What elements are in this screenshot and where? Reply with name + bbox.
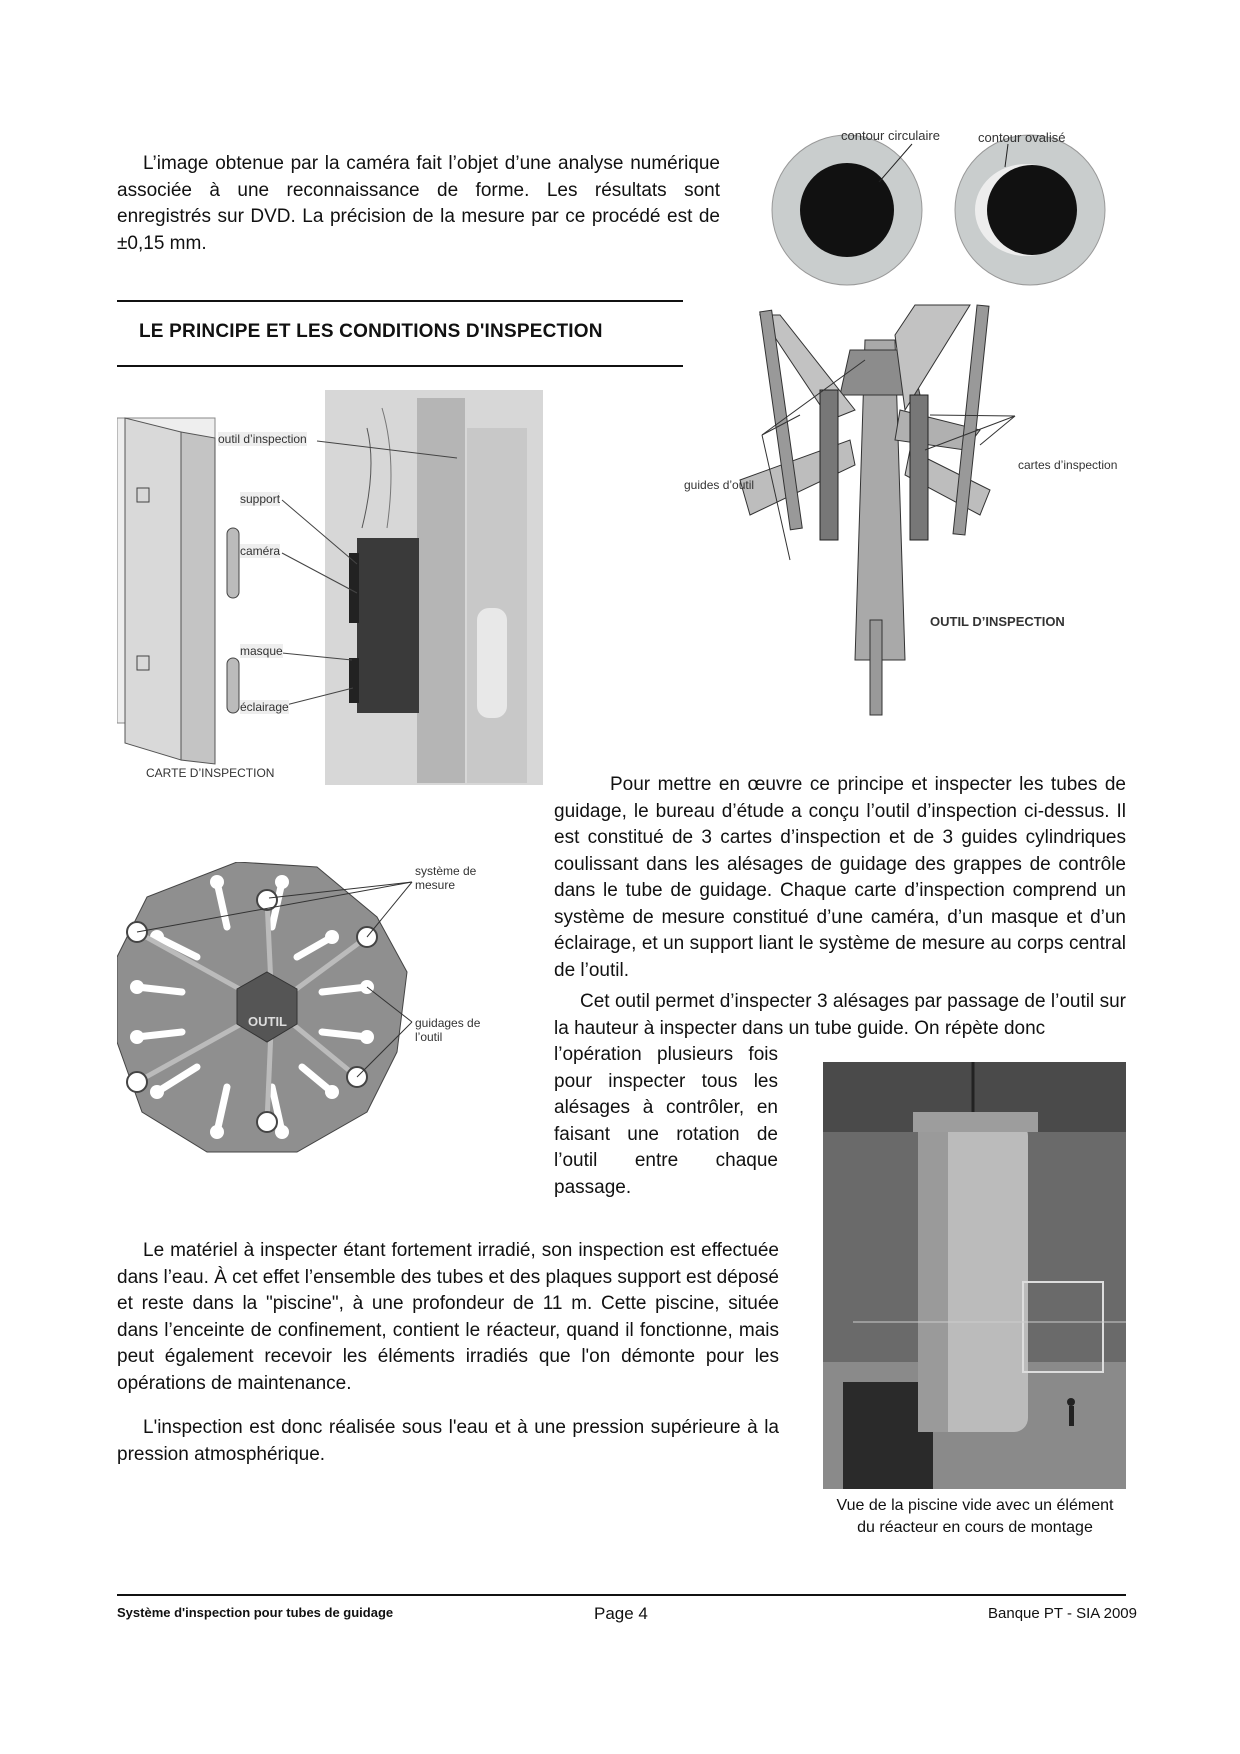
footer-source: Banque PT - SIA 2009 — [988, 1605, 1137, 1622]
section-center-label: OUTIL — [248, 1014, 287, 1029]
footer-rule — [117, 1594, 1126, 1596]
cross-section-figure — [117, 862, 537, 1157]
contours-diagram — [760, 122, 1120, 292]
paragraph-irradiation: Le matériel à inspecter étant fortement irradié, son inspection est effectuée dans l’eau. À cet effet l’ensemble des tubes et des plaques support est déposé et reste dans la "piscine", à une profondeur de 11 m. Cette piscine, située dans l’enceinte de confinement, contient le réacteur, quand il fonctionne, mais peut également recevoir les éléments irradiés que l'on démonte pour les opérations de maintenance. — [117, 1240, 779, 1394]
label-cartes-inspection: cartes d’inspection — [1018, 458, 1118, 472]
paragraph-tool-description: Pour mettre en œuvre ce principe et inspecter les tubes de guidage, le bureau d’étude a conçu l’outil d’inspection ci-dessus. Il est constitué de 3 cartes d’inspection et de 3 guides cylindriques coulissant dans les alésages de guidage des grappes de contrôle dans le tube de guidage. Chaque carte d’inspection comprend un système de mesure constitué d’une caméra, d’un masque et d’un éclairage, et un support liant le système de mesure au corps central de l’outil. — [554, 774, 1126, 981]
inspection-tool-drawing — [680, 300, 1130, 720]
paragraph-pressure: L'inspection est donc réalisée sous l'eau et à une pression supérieure à la pression atmosphérique. — [117, 1417, 779, 1465]
heading-rule-top — [117, 300, 683, 302]
pool-photo-image — [823, 1062, 1126, 1489]
label-guides-outil: guides d’outil — [684, 478, 755, 492]
photo-caption — [800, 1495, 1150, 1539]
intro-paragraph: L’image obtenue par la caméra fait l’objet d’une analyse numérique associée à une reconnaissance de forme. Les résultats sont enregistrés sur DVD. La précision de la mesure par ce procédé est de ±0,15 mm. — [117, 153, 720, 254]
label-support: support — [240, 492, 281, 506]
photo-caption-line1: Vue de la piscine vide avec un élément — [836, 1497, 1114, 1514]
cross-section-drawing — [117, 862, 537, 1157]
contours-figure — [760, 122, 1120, 292]
label-guidages-outil: guidages de l’outil — [415, 1016, 481, 1044]
section-heading: LE PRINCIPE ET LES CONDITIONS D'INSPECTION — [139, 321, 603, 342]
inspection-card-drawing — [117, 388, 545, 788]
photo-caption-line2: du réacteur en cours de montage — [857, 1519, 1093, 1536]
contour-circular-label: contour circulaire — [841, 128, 940, 143]
label-masque: masque — [240, 644, 283, 658]
label-eclairage: éclairage — [240, 700, 289, 714]
pool-photo — [823, 1062, 1126, 1489]
paragraph-rotation-bottom: l’opération plusieurs fois pour inspecter tous les alésages à contrôler, en faisant une rotation de l’outil entre chaque passage. — [554, 1044, 778, 1198]
footer-page-number: Page 4 — [594, 1604, 648, 1623]
label-camera: caméra — [240, 544, 281, 558]
heading-rule-bottom — [117, 365, 683, 367]
label-outil-inspection: outil d’inspection — [218, 432, 307, 446]
footer-title: Système d'inspection pour tubes de guidage — [117, 1605, 394, 1620]
paragraph-rotation-top: Cet outil permet d’inspecter 3 alésages par passage de l’outil sur la hauteur à inspecter dans un tube guide. On répète donc — [554, 991, 1126, 1039]
tool-figure-caption: OUTIL D’INSPECTION — [930, 614, 1065, 629]
inspection-tool-figure — [680, 300, 1130, 720]
contour-oval-label: contour ovalisé — [978, 130, 1066, 145]
inspection-card-figure — [117, 388, 545, 788]
label-systeme-mesure: système de mesure — [415, 864, 477, 892]
card-figure-caption: CARTE D’INSPECTION — [146, 766, 275, 780]
